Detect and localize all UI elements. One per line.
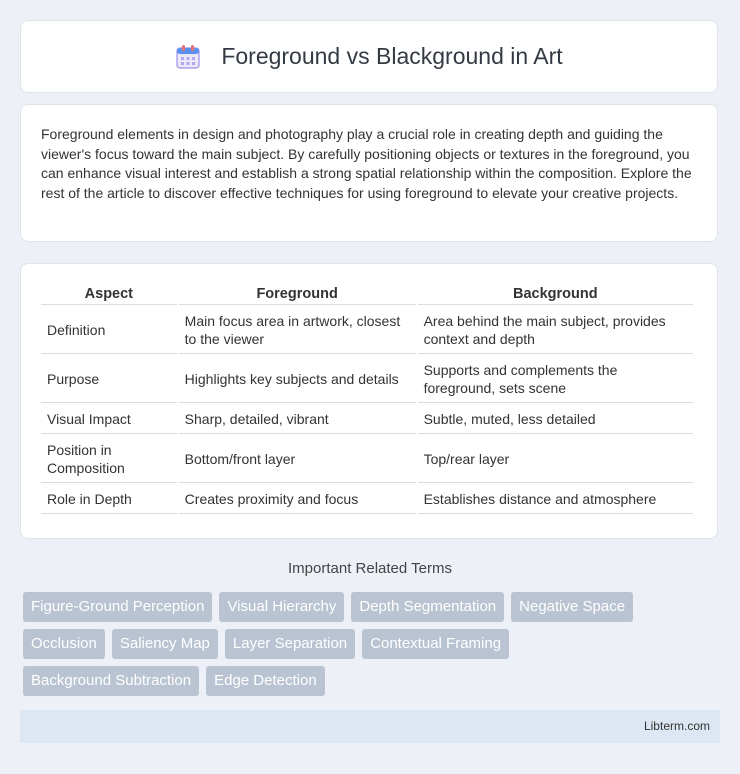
page-title: Foreground vs Blackground in Art bbox=[221, 43, 563, 69]
tag-figure-ground-perception[interactable]: Figure-Ground Perception bbox=[23, 592, 212, 622]
tag-layer-separation[interactable]: Layer Separation bbox=[225, 629, 355, 659]
tag-visual-hierarchy[interactable]: Visual Hierarchy bbox=[219, 592, 344, 622]
table-row bbox=[41, 436, 693, 483]
table-row bbox=[41, 356, 693, 403]
table-cell: Position in Composition bbox=[41, 436, 177, 483]
table-cell: Bottom/front layer bbox=[179, 436, 416, 483]
tag-occlusion[interactable]: Occlusion bbox=[23, 629, 105, 659]
tag-background-subtraction[interactable]: Background Subtraction bbox=[23, 666, 199, 696]
comparison-table-card bbox=[20, 263, 718, 539]
tag-row bbox=[23, 592, 723, 622]
table-cell: Sharp, detailed, vibrant bbox=[179, 405, 416, 434]
tag-negative-space[interactable]: Negative Space bbox=[511, 592, 633, 622]
table-cell: Purpose bbox=[41, 356, 177, 403]
tag-row bbox=[23, 629, 723, 659]
tag-row bbox=[23, 666, 723, 696]
related-terms-title: Important Related Terms bbox=[288, 560, 452, 577]
table-cell: Visual Impact bbox=[41, 405, 177, 434]
tag-edge-detection[interactable]: Edge Detection bbox=[206, 666, 325, 696]
title-card bbox=[20, 20, 718, 93]
intro-card bbox=[20, 104, 718, 242]
column-header-foreground: Foreground bbox=[179, 282, 416, 305]
table-cell: Definition bbox=[41, 307, 177, 354]
intro-paragraph: Foreground elements in design and photography play a crucial role in creating depth and guiding the viewer's focus toward the main subject. By carefully positioning objects or textures in the foreground, you can enhance visual interest and establish a strong spatial relationship within the composition. Explore the rest of the article to discover effective techniques for using foreground to elevate your creative projects. bbox=[41, 126, 692, 201]
table-cell: Area behind the main subject, provides context and depth bbox=[418, 307, 693, 354]
related-terms-tags bbox=[23, 592, 723, 703]
comparison-table bbox=[39, 280, 695, 516]
table-cell: Creates proximity and focus bbox=[179, 485, 416, 514]
table-row bbox=[41, 485, 693, 514]
table-cell: Top/rear layer bbox=[418, 436, 693, 483]
table-cell: Subtle, muted, less detailed bbox=[418, 405, 693, 434]
tag-saliency-map[interactable]: Saliency Map bbox=[112, 629, 218, 659]
tag-depth-segmentation[interactable]: Depth Segmentation bbox=[351, 592, 504, 622]
table-cell: Highlights key subjects and details bbox=[179, 356, 416, 403]
table-cell: Role in Depth bbox=[41, 485, 177, 514]
table-row bbox=[41, 307, 693, 354]
table-cell: Supports and complements the foreground, sets scene bbox=[418, 356, 693, 403]
table-header-row bbox=[41, 282, 693, 305]
calendar-icon bbox=[175, 44, 201, 70]
table-cell: Establishes distance and atmosphere bbox=[418, 485, 693, 514]
table-row bbox=[41, 405, 693, 434]
footer-site-link[interactable]: Libterm.com bbox=[643, 719, 710, 733]
column-header-aspect: Aspect bbox=[41, 282, 177, 305]
table-cell: Main focus area in artwork, closest to the viewer bbox=[179, 307, 416, 354]
column-header-background: Background bbox=[418, 282, 693, 305]
tag-contextual-framing[interactable]: Contextual Framing bbox=[362, 629, 509, 659]
footer bbox=[20, 710, 720, 743]
